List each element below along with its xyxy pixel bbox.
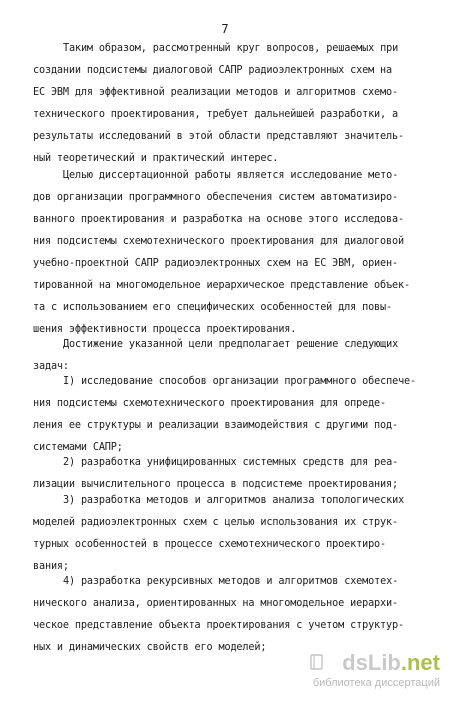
watermark-brand-accent: .net xyxy=(400,650,440,675)
text-line: тированной на многомодельное иерархическое представление объек- xyxy=(33,280,410,291)
text-line: Таким образом, рассмотренный круг вопросов, решаемых при xyxy=(63,43,399,54)
text-line: шения эффективности процесса проектирования. xyxy=(33,324,297,335)
watermark-subtitle: библиотека диссертаций xyxy=(312,677,440,689)
text-line: ЕС ЭВМ для эффективной реализации методов и алгоритмов схемо- xyxy=(33,87,398,98)
text-line: ления ее структуры и реализации взаимодействия с другими под- xyxy=(33,420,398,431)
book-icon xyxy=(310,654,324,670)
text-line: ческое представление объекта проектирования с учетом структур- xyxy=(33,620,404,631)
text-line: ванного проектирования и разработка на основе этого исследова- xyxy=(33,214,404,225)
text-line: ных и динамических свойств его моделей; xyxy=(33,642,267,653)
page-number: 7 xyxy=(221,22,229,36)
text-line: результаты исследований в этой области представляют значитель- xyxy=(33,131,404,142)
text-line: 4) разработка рекурсивных методов и алгоритмов схемотех- xyxy=(63,576,399,587)
text-line: ния подсистемы схемотехнического проектирования для опреде- xyxy=(33,398,387,409)
text-line: технического проектирования, требует дальнейшей разработки, а xyxy=(33,109,398,120)
text-line: задач: xyxy=(33,361,69,372)
text-line: турных особенностей в процессе схемотехнического проектиро- xyxy=(33,539,387,550)
text-line: лизации вычислительного процесса в подсистеме проектирования; xyxy=(33,479,398,490)
watermark xyxy=(312,650,444,695)
text-line: I) исследование способов организации программного обеспече- xyxy=(63,376,417,387)
text-line: 2) разработка унифицированных системных средств для реа- xyxy=(63,457,399,468)
watermark-brand xyxy=(342,650,440,676)
text-line: моделей радиоэлектронных схем с целью использования их струк- xyxy=(33,517,398,528)
text-line: ный теоретический и практический интерес. xyxy=(33,153,279,164)
text-line: вания; xyxy=(33,561,69,572)
text-line: создании подсистемы диалоговой САПР радиоэлектронных схем на xyxy=(33,65,393,76)
text-line: Достижение указанной цели предполагает решение следующих xyxy=(63,339,399,350)
watermark-brand-main: dsLib xyxy=(342,650,401,675)
text-line: дов организации программного обеспечения систем автоматизиро- xyxy=(33,192,398,203)
text-line: 3) разработка методов и алгоритмов анализа топологических xyxy=(63,495,405,506)
text-line: Целью диссертационной работы является исследование мето- xyxy=(63,170,399,181)
text-line: ния подсистемы схемотехнического проектирования для диалоговой xyxy=(33,236,404,247)
text-line: нического анализа, ориентированных на многомодельное иерархи- xyxy=(33,598,398,609)
text-line: системами САПР; xyxy=(33,442,123,453)
text-line: учебно-проектной САПР радиоэлектронных схем на ЕС ЭВМ, ориен- xyxy=(33,258,398,269)
text-line: та с использованием его специфических особенностей для повы- xyxy=(33,302,393,313)
